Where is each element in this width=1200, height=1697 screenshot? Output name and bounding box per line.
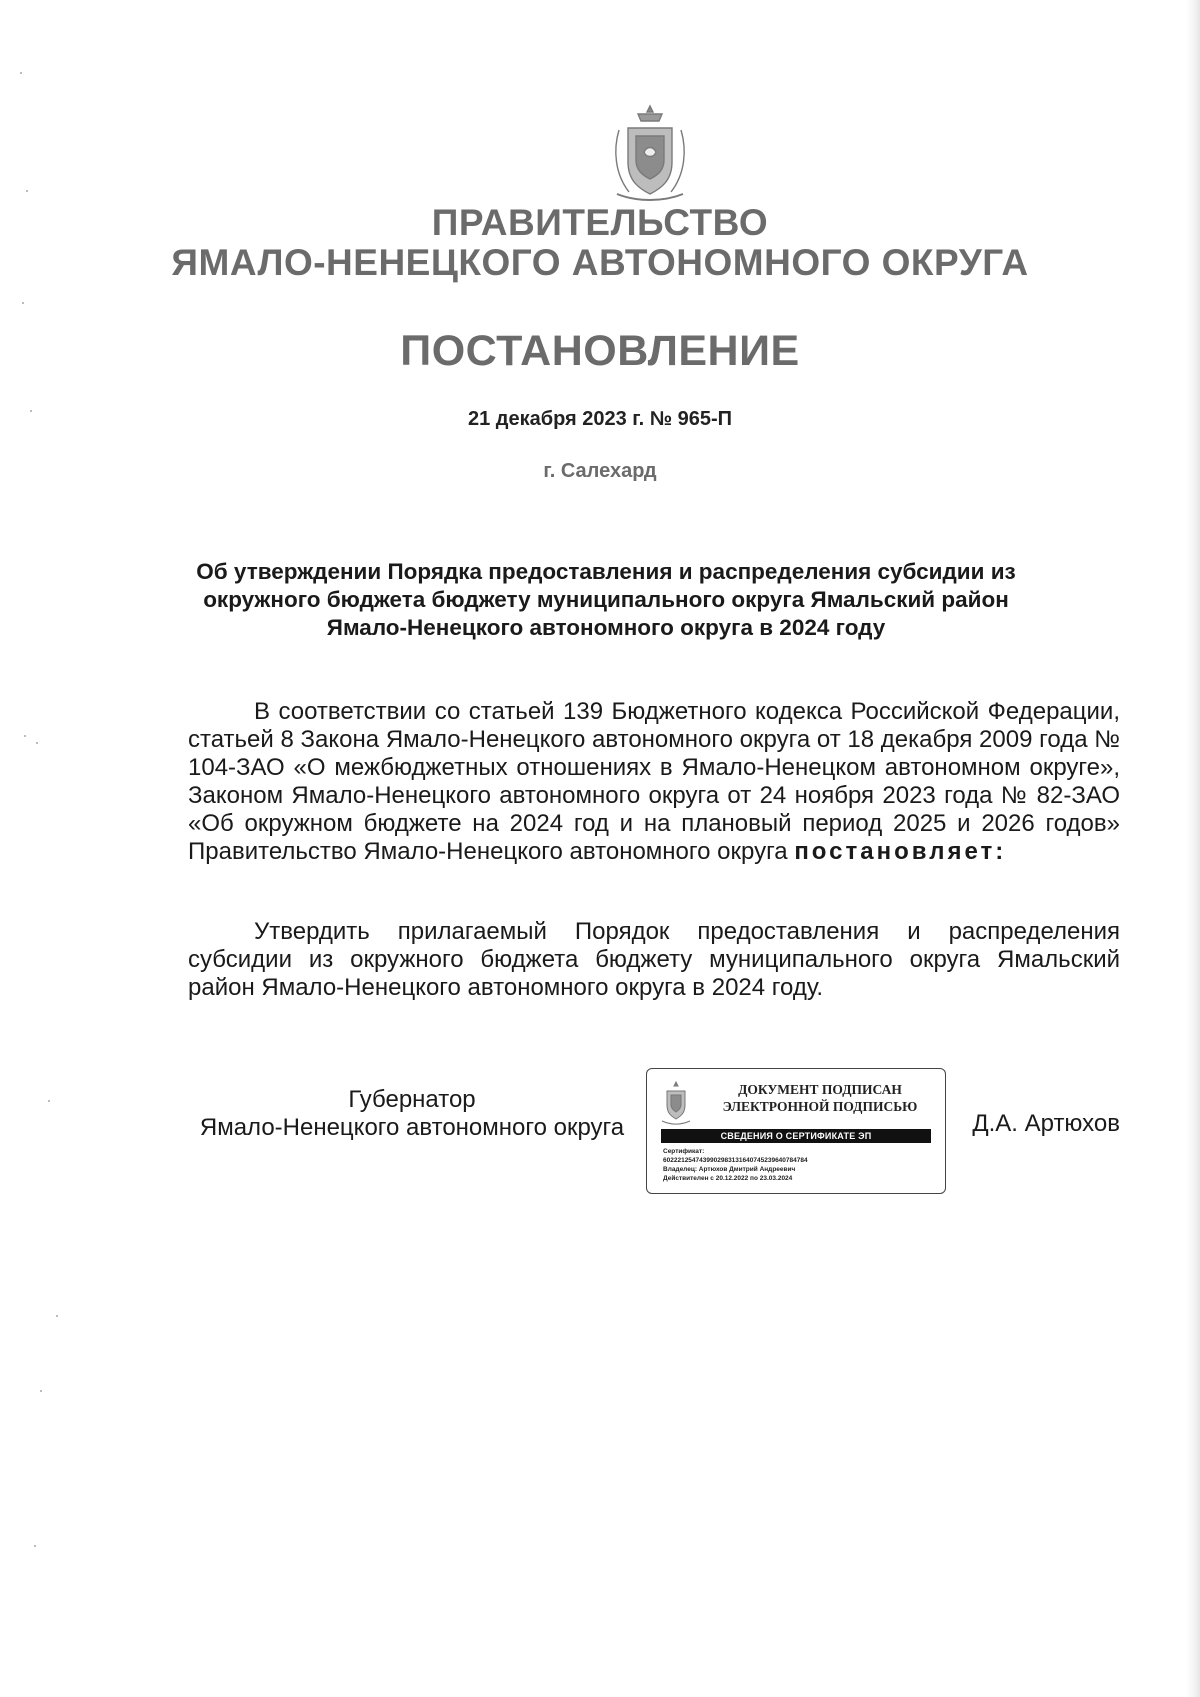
stamp-validity: Действителен с 20.12.2022 по 23.03.2024 [663,1175,793,1182]
stamp-title-line2: ЭЛЕКТРОННОЙ ПОДПИСЬЮ [722,1099,918,1114]
stamp-emblem-icon [659,1081,693,1125]
government-title-line2: ЯМАЛО-НЕНЕЦКОГО АВТОНОМНОГО ОКРУГА [171,242,1029,283]
scan-artifact [20,72,22,74]
scan-artifact [56,1315,58,1317]
stamp-certificate-header: СВЕДЕНИЯ О СЕРТИФИКАТЕ ЭП [661,1129,931,1143]
stamp-certificate-number: 6022212547439902983131640745239640784784 [663,1157,808,1164]
stamp-title [705,1081,935,1115]
signatory-position-line2: Ямало-Ненецкого автономного округа [199,1114,625,1141]
electronic-signature-stamp [646,1068,946,1194]
coat-of-arms-emblem [611,104,689,204]
stamp-certificate-label: Сертификат: [663,1148,705,1155]
scan-artifact [36,742,38,744]
government-title-line1: ПРАВИТЕЛЬСТВО [431,202,769,243]
body-paragraph-1-text: В соответствии со статьей 139 Бюджетного кодекса Российской Федерации, статьей 8 Закона Ямало-Ненецкого автономного округа от 18 декабря 2009 года № 104-ЗАО «О межбюджетных отношениях в Ямало-Ненецком автономном округе», Законом Ямало-Ненецкого автономного округа от 24 ноября 2023 года № 82-ЗАО «Об окружном бюджете на 2024 год и на плановый период 2025 и 2026 годов» Правительство Ямало-Ненецкого автономного округа [188,698,1120,865]
signatory-position [188,1086,636,1142]
scan-artifact [40,1390,42,1392]
scan-artifact [34,1545,36,1547]
signatory-name: Д.А. Артюхов [972,1110,1120,1137]
document-date-number: 21 декабря 2023 г. № 965-П [467,408,733,430]
stamp-title-line1: ДОКУМЕНТ ПОДПИСАН [738,1082,902,1097]
stamp-owner: Владелец: Артюхов Дмитрий Андреевич [663,1166,796,1173]
signatory-position-line1: Губернатор [348,1086,476,1113]
document-type: ПОСТАНОВЛЕНИЕ [400,327,800,375]
body-paragraph-2: Утвердить прилагаемый Порядок предоставления и распределения субсидии из окружного бюджета бюджету муниципального округа Ямальский район Ямало-Ненецкого автономного округа в 2024 году. [188,918,1120,1001]
resolves-word: постановляет: [794,838,1007,865]
document-subject: Об утверждении Порядка предоставления и распределения субсидии из окружного бюджета бюджету муниципального округа Ямальский район Ямало-Ненецкого автономного округа в 2024 году [196,559,1016,640]
scan-artifact [48,1100,50,1102]
scan-artifact [26,190,28,192]
body-paragraph-1 [188,698,1120,866]
scan-artifact [22,302,24,304]
scan-artifact [24,735,26,737]
document-city: г. Салехард [543,460,657,482]
